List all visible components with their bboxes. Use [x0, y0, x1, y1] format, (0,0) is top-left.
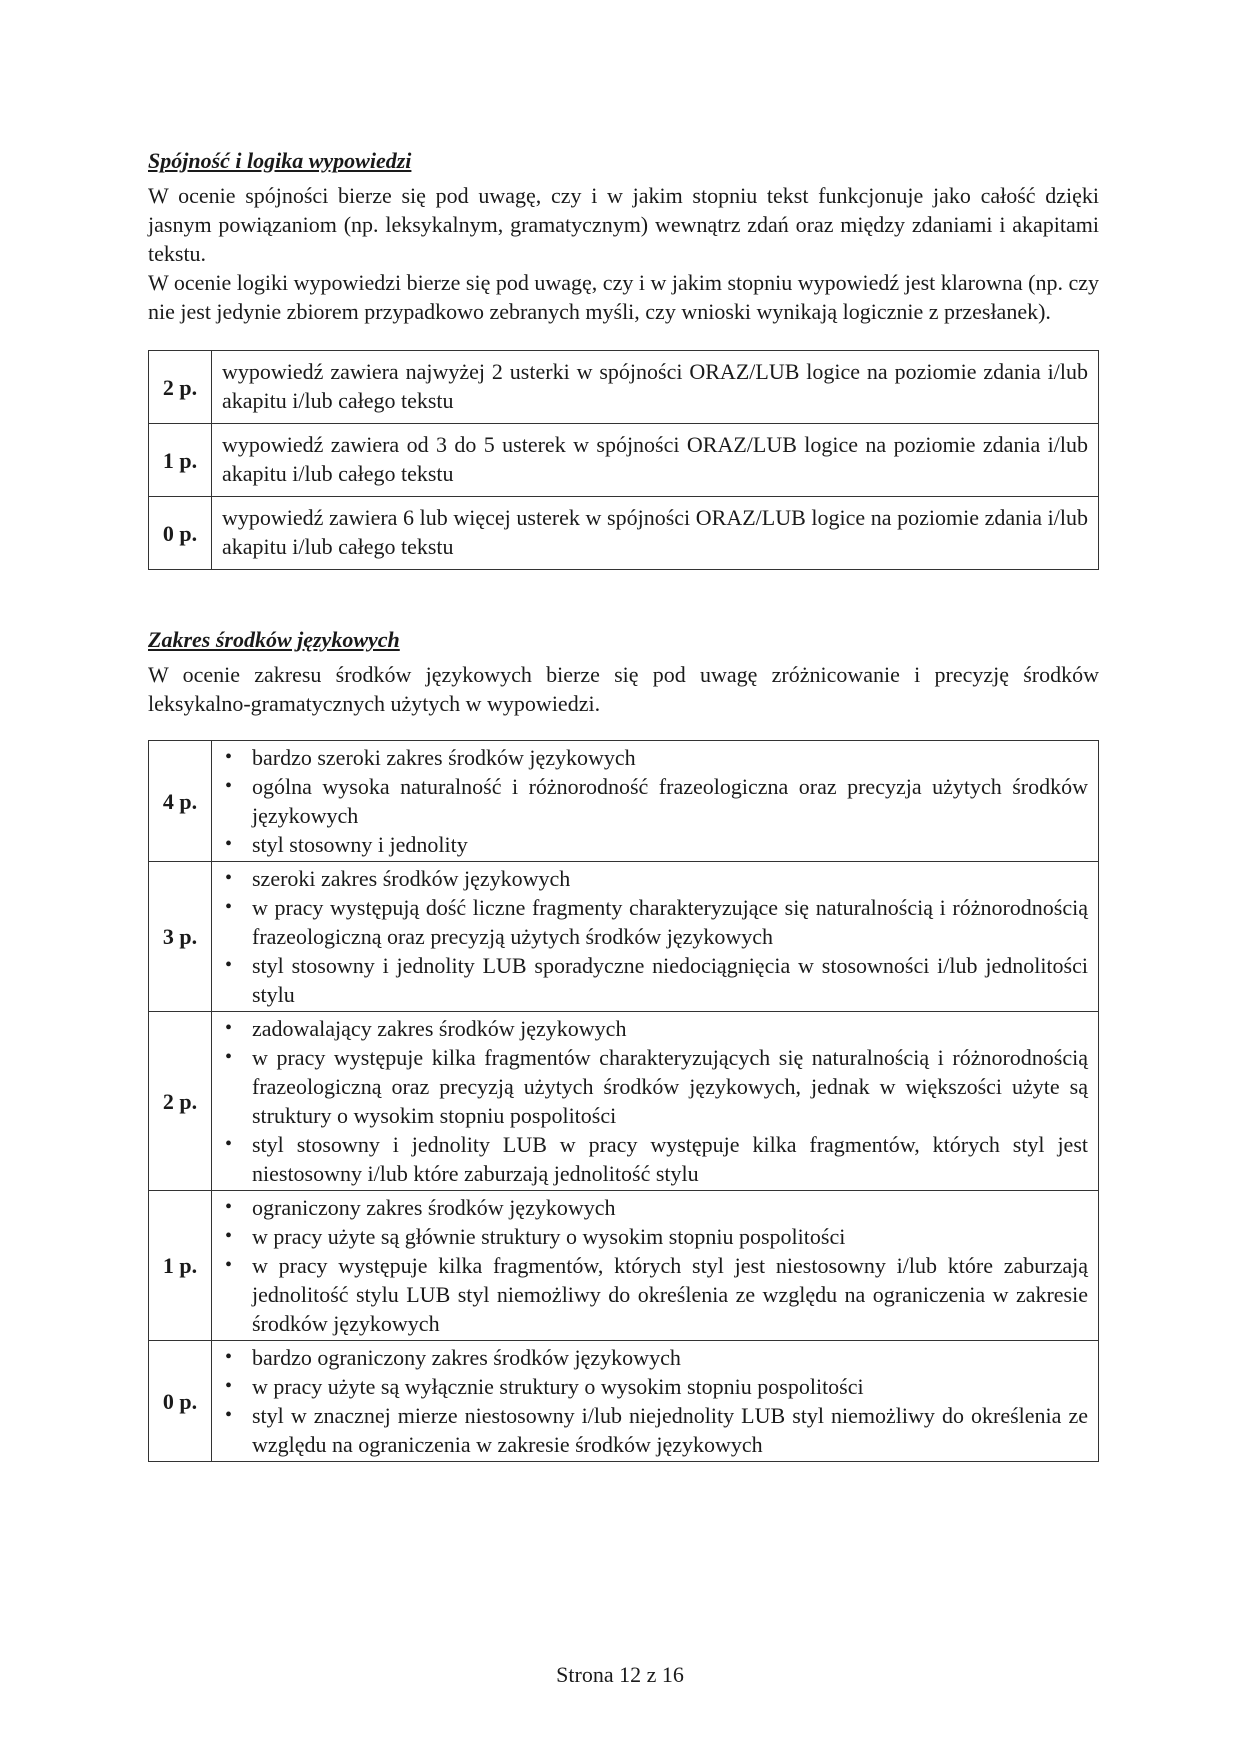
criteria-item: • bardzo ograniczony zakres środków językowych [222, 1343, 1088, 1372]
criteria-list [222, 1193, 1088, 1338]
score-cell: 1 p. [149, 424, 212, 497]
rubric-row [149, 1341, 1099, 1462]
criteria-item: • ogólna wysoka naturalność i różnorodność frazeologiczna oraz precyzja użytych środków językowych [222, 772, 1088, 830]
criteria-list [222, 743, 1088, 859]
criteria-item: • w pracy występują dość liczne fragmenty charakteryzujące się naturalnością i różnorodnością frazeologiczną oraz precyzją użytych środków językowych [222, 893, 1088, 951]
paragraph-language-range: W ocenie zakresu środków językowych bierze się pod uwagę zróżnicowanie i precyzję środków leksykalno-gramatycznych użytych w wypowiedzi. [148, 662, 1099, 716]
rubric-row [149, 424, 1099, 497]
description-cell [212, 1341, 1099, 1462]
score-cell: 1 p. [149, 1191, 212, 1341]
score-cell: 2 p. [149, 351, 212, 424]
score-cell: 4 p. [149, 741, 212, 862]
criteria-list [222, 1343, 1088, 1459]
criteria-item: • styl w znacznej mierze niestosowny i/lub niejednolity LUB styl niemożliwy do określenia ze względu na ograniczenia w zakresie środków językowych [222, 1401, 1088, 1459]
criteria-item: • szeroki zakres środków językowych [222, 864, 1088, 893]
page-number-footer: Strona 12 z 16 [556, 1662, 684, 1687]
description-cell: wypowiedź zawiera najwyżej 2 usterki w spójności ORAZ/LUB logice na poziomie zdania i/lub akapitu i/lub całego tekstu [212, 351, 1099, 424]
criteria-item: • zadowalający zakres środków językowych [222, 1014, 1088, 1043]
criteria-item: • styl stosowny i jednolity LUB sporadyczne niedociągnięcia w stosowności i/lub jednolitości stylu [222, 951, 1088, 1009]
score-cell: 0 p. [149, 1341, 212, 1462]
criteria-item: • w pracy występuje kilka fragmentów, których styl jest niestosowny i/lub które zaburzają jednolitość stylu LUB styl niemożliwy do określenia ze względu na ograniczenia w zakresie środków językowych [222, 1251, 1088, 1338]
criteria-list [222, 864, 1088, 1009]
rubric-row [149, 741, 1099, 862]
paragraph-logic: W ocenie logiki wypowiedzi bierze się pod uwagę, czy i w jakim stopniu wypowiedź jest klarowna (np. czy nie jest jedynie zbiorem przypadkowo zebranych myśli, czy wnioski wynikają logicznie z przesłanek). [148, 270, 1099, 324]
section-heading-language-range: Zakres środków językowych [148, 627, 400, 652]
rubric-row [149, 1012, 1099, 1191]
criteria-item: • w pracy występuje kilka fragmentów charakteryzujących się naturalnością i różnorodnością frazeologiczną oraz precyzją użytych środków językowych, jednak w większości użyte są struktury o wysokim stopniu pospolitości [222, 1043, 1088, 1130]
rubric-row [149, 1191, 1099, 1341]
criteria-item: • w pracy użyte są wyłącznie struktury o wysokim stopniu pospolitości [222, 1372, 1088, 1401]
criteria-item: • bardzo szeroki zakres środków językowych [222, 743, 1088, 772]
criteria-list [222, 1014, 1088, 1188]
criteria-item: • ograniczony zakres środków językowych [222, 1193, 1088, 1222]
description-cell: wypowiedź zawiera od 3 do 5 usterek w spójności ORAZ/LUB logice na poziomie zdania i/lub akapitu i/lub całego tekstu [212, 424, 1099, 497]
page-content [148, 146, 1099, 1462]
description-cell [212, 741, 1099, 862]
coherence-rubric-table [148, 350, 1099, 570]
score-cell: 0 p. [149, 497, 212, 570]
description-cell [212, 1012, 1099, 1191]
section-heading-coherence: Spójność i logika wypowiedzi [148, 148, 412, 173]
description-cell [212, 862, 1099, 1012]
rubric-row [149, 351, 1099, 424]
language-range-rubric-table [148, 740, 1099, 1462]
rubric-row [149, 497, 1099, 570]
score-cell: 3 p. [149, 862, 212, 1012]
description-cell [212, 1191, 1099, 1341]
rubric-row [149, 862, 1099, 1012]
criteria-item: • w pracy użyte są głównie struktury o wysokim stopniu pospolitości [222, 1222, 1088, 1251]
score-cell: 2 p. [149, 1012, 212, 1191]
description-cell: wypowiedź zawiera 6 lub więcej usterek w spójności ORAZ/LUB logice na poziomie zdania i/lub akapitu i/lub całego tekstu [212, 497, 1099, 570]
criteria-item: • styl stosowny i jednolity [222, 830, 1088, 859]
paragraph-coherence: W ocenie spójności bierze się pod uwagę, czy i w jakim stopniu tekst funkcjonuje jako całość dzięki jasnym powiązaniom (np. leksykalnym, gramatycznym) wewnątrz zdań oraz między zdaniami i akapitami tekstu. [148, 183, 1099, 266]
criteria-item: • styl stosowny i jednolity LUB w pracy występuje kilka fragmentów, których styl jest niestosowny i/lub które zaburzają jednolitość stylu [222, 1130, 1088, 1188]
